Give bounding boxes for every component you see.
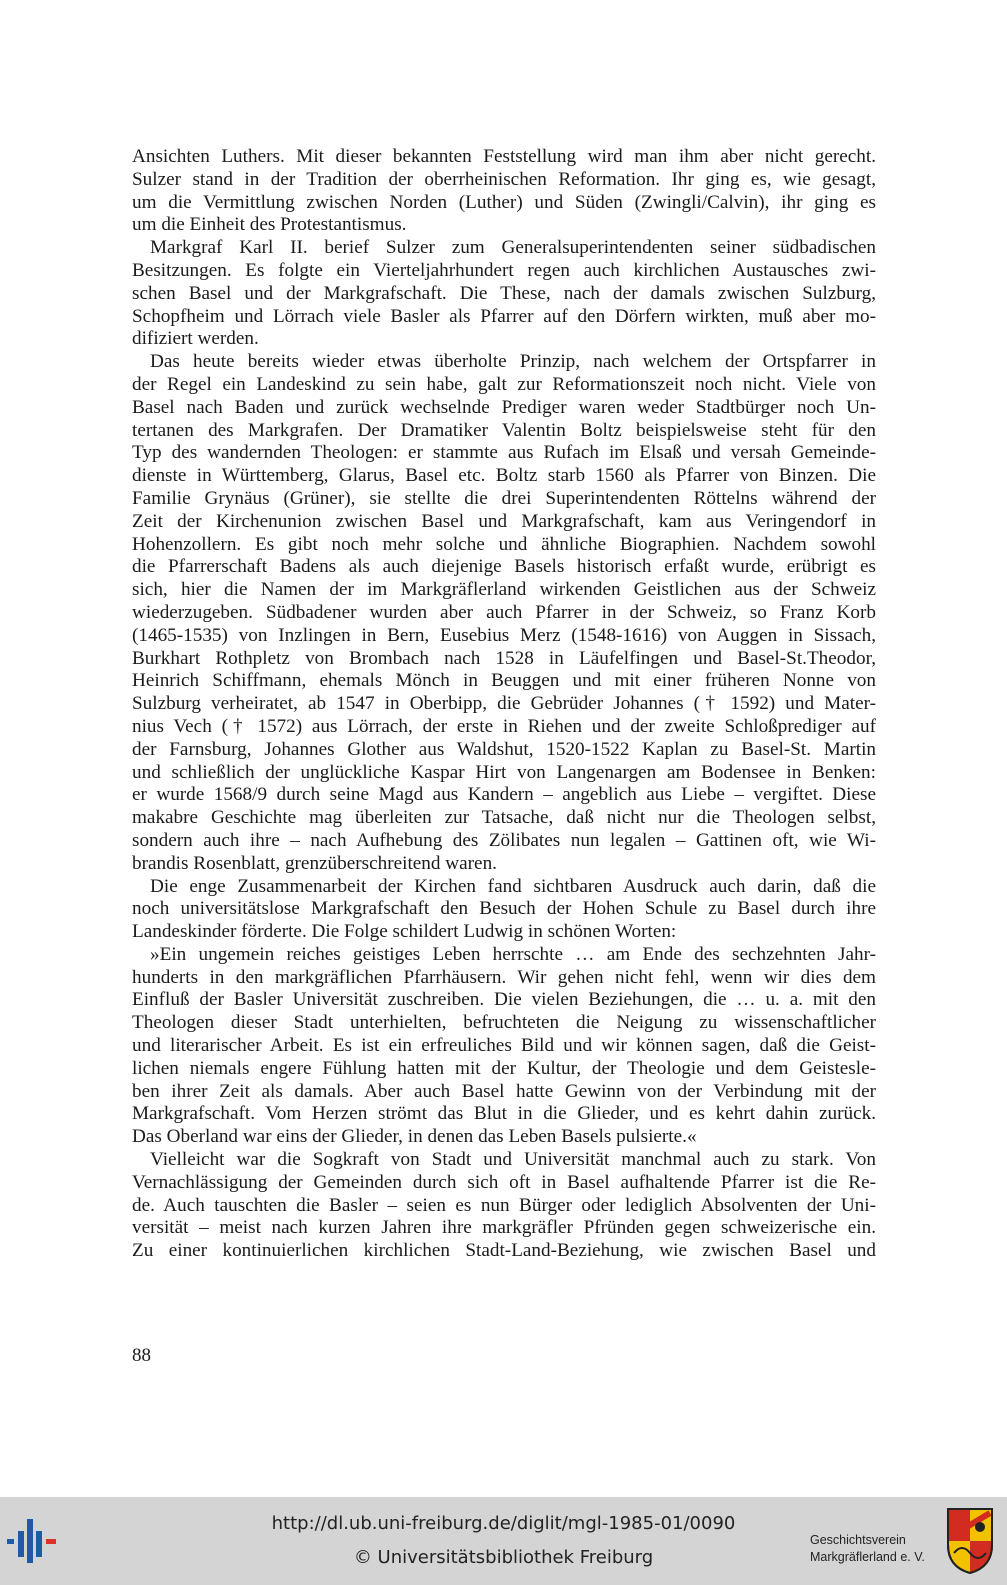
text-line: sich, hier die Namen der im Markgräflerland wirkenden Geistlichen aus der Schweiz bbox=[132, 579, 876, 601]
text-line: Zu einer kontinuierlichen kirchlichen Stadt-Land-Beziehung, wie zwischen Basel und bbox=[132, 1240, 876, 1262]
text-line: sondern auch ihre – nach Aufhebung des Zölibates nun legalen – Gattinen oft, wie Wi- bbox=[132, 829, 876, 851]
text-line: Schopfheim und Lörrach viele Basler als Pfarrer auf den Dörfern wirkten, muß aber mo- bbox=[132, 305, 876, 327]
text-line: Vielleicht war die Sogkraft von Stadt und Universität manchmal auch zu stark. Von bbox=[150, 1149, 876, 1171]
text-line: Besitzungen. Es folgte ein Vierteljahrhundert regen auch kirchlichen Austausches zwi- bbox=[132, 259, 876, 281]
society-line-1: Geschichtsverein bbox=[810, 1533, 906, 1547]
text-line: Vernachlässigung der Gemeinden durch sich oft in Basel aufhaltende Pfarrer ist die Re- bbox=[132, 1171, 876, 1193]
coat-of-arms-icon bbox=[946, 1507, 994, 1579]
text-line: Die enge Zusammenarbeit der Kirchen fand sichtbaren Ausdruck auch darin, daß die bbox=[150, 875, 876, 897]
copyright-notice: © Universitätsbibliothek Freiburg bbox=[353, 1547, 654, 1568]
text-line: difiziert werden. bbox=[132, 328, 259, 350]
text-line: de. Auch tauschten die Basler – seien es nun Bürger oder lediglich Absolventen der Uni- bbox=[132, 1194, 876, 1216]
page-number: 88 bbox=[132, 1345, 151, 1366]
document-url[interactable]: http://dl.ub.uni-freiburg.de/diglit/mgl-1985-01/0090 bbox=[271, 1513, 736, 1534]
text-line: Landeskinder förderte. Die Folge schildert Ludwig in schönen Worten: bbox=[132, 921, 677, 943]
text-line: brandis Rosenblatt, grenzüberschreitend waren. bbox=[132, 852, 497, 874]
text-line: Basel nach Baden und zurück wechselnde Prediger waren weder Stadtbürger noch Un- bbox=[132, 396, 876, 418]
text-line: »Ein ungemein reiches geistiges Leben herrschte … am Ende des sechzehnten Jahr- bbox=[150, 943, 876, 965]
text-line: Sulzer stand in der Tradition der oberrheinischen Reformation. Ihr ging es, wie gesagt, bbox=[132, 168, 876, 190]
text-line: noch universitätslose Markgrafschaft den Besuch der Hohen Schule zu Basel durch ihre bbox=[132, 898, 876, 920]
text-line: ben ihrer Zeit als damals. Aber auch Basel hatte Gewinn von der Verbindung mit der bbox=[132, 1080, 876, 1102]
text-line: schen Basel und der Markgrafschaft. Die These, nach der damals zwischen Sulzburg, bbox=[132, 282, 876, 304]
text-line: Markgraf Karl II. berief Sulzer zum Generalsuperintendenten seiner südbadischen bbox=[150, 237, 876, 259]
text-line: Theologen dieser Stadt unterhielten, befruchteten die Neigung zu wissenschaftlicher bbox=[132, 1012, 876, 1034]
text-line: tertanen des Markgrafen. Der Dramatiker Valentin Boltz beispielsweise steht für den bbox=[132, 419, 876, 441]
text-line: Hohenzollern. Es gibt noch mehr solche und ähnliche Biographien. Nachdem sowohl bbox=[132, 533, 876, 555]
text-line: lichen niemals engere Fühlung hatten mit der Kultur, der Theologie und dem Geistesle- bbox=[132, 1057, 876, 1079]
text-line: und literarischer Arbeit. Es ist ein erfreuliches Bild und wir können sagen, daß die Geist- bbox=[132, 1035, 876, 1057]
text-line: um die Vermittlung zwischen Norden (Luther) und Süden (Zwingli/Calvin), ihr ging es bbox=[132, 191, 876, 213]
text-line: Sulzburg verheiratet, ab 1547 in Oberbipp, die Gebrüder Johannes († 1592) und Mater- bbox=[132, 693, 876, 715]
text-line: Heinrich Schiffmann, ehemals Mönch in Beuggen und mit einer früheren Nonne von bbox=[132, 670, 876, 692]
text-line: Markgrafschaft. Vom Herzen strömt das Blut in die Glieder, und es kehrt dahin zurück. bbox=[132, 1103, 876, 1125]
text-line: Das Oberland war eins der Glieder, in denen das Leben Basels pulsierte.« bbox=[132, 1126, 697, 1148]
text-line: und schließlich der unglückliche Kaspar Hirt von Langenargen am Bodensee in Benken: bbox=[132, 761, 876, 783]
text-line: versität – meist nach kurzen Jahren ihre markgräfler Pfründen gegen schweizerische ein. bbox=[132, 1217, 876, 1239]
footer-bar bbox=[0, 1497, 1007, 1585]
text-line: wiederzugeben. Südbadener wurden aber auch Pfarrer in der Schweiz, so Franz Korb bbox=[132, 601, 876, 623]
text-line: um die Einheit des Protestantismus. bbox=[132, 214, 407, 236]
text-line: makabre Geschichte mag überleiten zur Tatsache, daß nicht nur die Theologen selbst, bbox=[132, 807, 876, 829]
text-line: dienste in Württemberg, Glarus, Basel etc. Boltz starb 1560 als Pfarrer von Binzen. Die bbox=[132, 465, 876, 487]
text-line: der Regel ein Landeskind zu sein habe, galt zur Reformationszeit noch nicht. Viele von bbox=[132, 373, 876, 395]
text-line: Typ des wandernden Theologen: er stammte aus Rufach im Elsaß und versah Gemeinde- bbox=[132, 442, 876, 464]
text-line: Burkhart Rothpletz von Brombach nach 1528 in Läufelfingen und Basel-St.Theodor, bbox=[132, 647, 876, 669]
text-line: hunderts in den markgräflichen Pfarrhäusern. Wir gehen nicht fehl, wenn wir dies dem bbox=[132, 966, 876, 988]
text-line: Familie Grynäus (Grüner), sie stellte die drei Superintendenten Röttelns während der bbox=[132, 487, 876, 509]
text-line: Zeit der Kirchenunion zwischen Basel und Markgrafschaft, kam aus Veringendorf in bbox=[132, 510, 876, 532]
page-body bbox=[132, 146, 876, 1263]
text-line: Das heute bereits wieder etwas überholte Prinzip, nach welchem der Ortspfarrer in bbox=[150, 351, 876, 373]
text-line: er wurde 1568/9 durch seine Magd aus Kandern – angeblich aus Liebe – vergiftet. Diese bbox=[132, 784, 876, 806]
text-line: nius Vech († 1572) aus Lörrach, der erste in Riehen und der zweite Schloßprediger auf bbox=[132, 715, 876, 737]
text-line: Ansichten Luthers. Mit dieser bekannten Feststellung wird man ihm aber nicht gerecht. bbox=[132, 146, 876, 167]
text-line: der Farnsburg, Johannes Glother aus Waldshut, 1520-1522 Kaplan zu Basel-St. Martin bbox=[132, 738, 876, 760]
society-line-2: Markgräflerland e. V. bbox=[810, 1550, 925, 1564]
text-line: Einfluß der Basler Universität zuschreiben. Die vielen Beziehungen, die … u. a. mit den bbox=[132, 989, 876, 1011]
text-line: (1465-1535) von Inzlingen in Bern, Eusebius Merz (1548-1616) von Auggen in Sissach, bbox=[132, 624, 876, 646]
society-name bbox=[810, 1532, 938, 1566]
text-line: die Pfarrerschaft Badens als auch diejenige Basels historisch erfaßt wurde, erübrigt es bbox=[132, 556, 876, 578]
